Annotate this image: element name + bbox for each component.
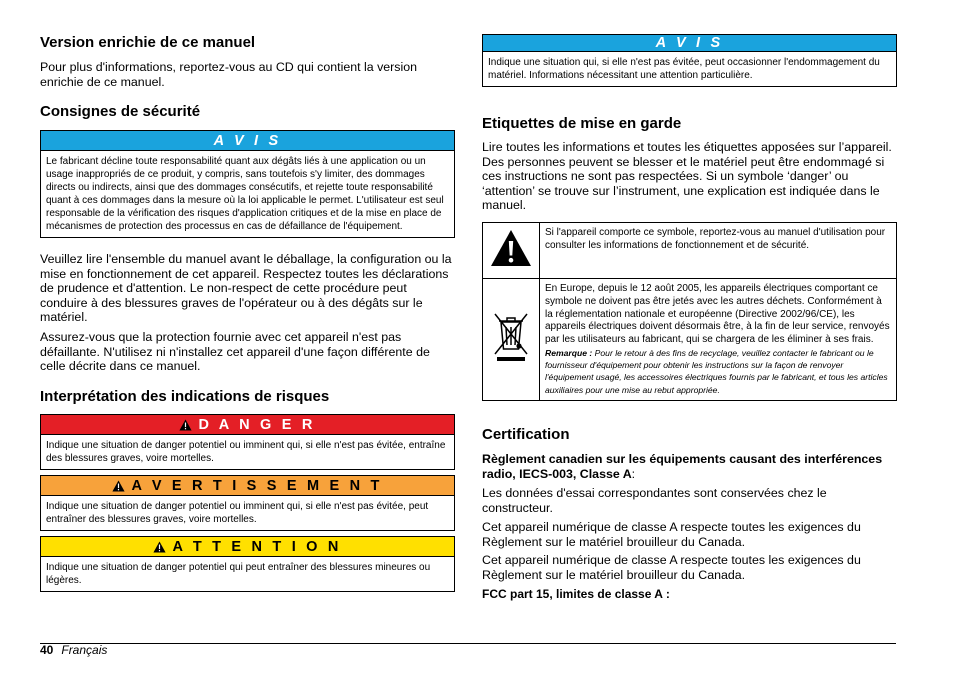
weee-note [545,347,891,396]
symbol-cell-weee [483,279,540,401]
avis-text-2: Indique une situation qui, si elle n'est pas évitée, peut occasionner l'endommagement du matériel. Informations nécessitant une attention particulière. [488,57,880,81]
heading-certification: Certification [482,426,570,443]
danger-notice [40,414,455,470]
warning-triangle-icon [112,480,125,492]
symbols-table [482,222,897,401]
symbol-text-warning: Si l'appareil comporte ce symbole, reportez-vous au manuel d'utilisation pour consulter les informations de fonctionnement et de sécurité. [540,223,897,279]
canada-regulation-bold: Règlement canadien sur les équipements causant des interférences radio, IECS-003, Classe A [482,452,883,481]
paragraph-version: Pour plus d'informations, reportez-vous au CD qui contient la version enrichie de ce manuel. [40,60,418,89]
heading-labels: Etiquettes de mise en garde [482,115,682,132]
crossed-out-bin-icon [489,309,533,365]
avertissement-label: A V E R T I S S E M E N T [131,477,383,494]
heading-safety: Consignes de sécurité [40,103,201,120]
avertissement-text: Indique une situation de danger potentiel ou imminent qui, si elle n'est pas évitée, peut entraîner des blessures graves, voire mortelles. [46,501,429,525]
avertissement-header [41,476,454,496]
footer-rule [40,643,896,644]
page-number: 40 [40,643,54,657]
page-footer [40,643,107,657]
note-text: Pour le retour à des fins de recyclage, veuillez contacter le fabricant ou le fournisseur d'équipement pour obtenir les instructions sur la façon de renvoyer l'équipement usagé, les accessoires électriques fournis par le fabricant, et tous les articles auxiliaires pour une mise au rebut appropriée. [545,347,888,395]
avis-label-2: A V I S [483,35,896,52]
paragraph-labels: Lire toutes les informations et toutes les étiquettes apposées sur l’appareil. Des personnes peuvent se blesser et le matériel peut être endommagé si ces instructions ne sont pas respectées. Si un symbole ‘danger’ ou ‘attention’ se trouve sur l’instrument, une explication est indiquée dans le manuel. [482,140,892,213]
danger-label: D A N G E R [198,416,316,433]
paragraph-fcc: FCC part 15, limites de classe A : [482,587,670,601]
attention-notice [40,536,455,592]
paragraph-test-data: Les données d'essai correspondantes sont conservées chez le constructeur. [482,486,827,515]
avis-label: A V I S [41,131,454,151]
danger-text: Indique une situation de danger potentiel ou imminent qui, si elle n'est pas évitée, entraîne des blessures graves, voire mortelles. [46,440,446,464]
symbol-row-warning [483,223,897,279]
danger-header [41,415,454,435]
canada-regulation-colon: : [631,466,636,481]
heading-risks: Interprétation des indications de risques [40,388,330,405]
symbol-row-weee [483,279,897,401]
warning-triangle-icon [179,419,192,431]
attention-text: Indique une situation de danger potentiel qui peut entraîner des blessures mineures ou légères. [46,562,431,586]
warning-triangle-icon [489,228,533,268]
avis-text: Le fabricant décline toute responsabilité quant aux dégâts liés à une application ou un usage inappropriés de ce produit, y compris, sans toutefois s'y limiter, des dommages directs ou indirects, ainsi que des dommages consécutifs, et rejette toute responsabilité quant à ces dommages dans la mesure où la loi applicable le permet. L'utilisateur est seul responsable de la vérification des risques d'application critiques et de la mise en place de mécanismes de protection des processus en cas de défaillance de l'équipement. [46,156,444,232]
attention-header [41,537,454,557]
weee-description: En Europe, depuis le 12 août 2005, les appareils électriques comportant ce symbole ne doivent pas être jetés avec les autres déchets. Conformément à la réglementation nationale et européenne (Directive 2002/96/CE), les appareils électriques doivent désormais être, à la fin de leur service, renvoyés par les utilisateurs au fabricant, qui se chargera de les éliminer à ses frais. [545,283,890,346]
warning-triangle-icon [153,541,166,553]
paragraph-class-a-2: Cet appareil numérique de classe A respecte toutes les exigences du Règlement sur le matériel brouilleur du Canada. [482,553,861,582]
heading-version: Version enrichie de ce manuel [40,34,256,51]
avis-notice-1 [40,130,455,238]
avis-notice-2 [482,34,897,87]
paragraph-canada-regulation [482,452,897,481]
symbol-cell-warning [483,223,540,279]
symbol-text-weee [540,279,897,401]
footer-language: Français [61,643,108,657]
note-label: Remarque : [545,347,593,358]
attention-label: A T T E N T I O N [172,538,342,555]
paragraph-read-manual: Veuillez lire l'ensemble du manuel avant le déballage, la configuration ou la mise en fonctionnement de cet appareil. Respectez toutes les déclarations de prudence et d'attention. Le non-respect de cette procédure peut conduire à des blessures graves de l'opérateur ou à des dégâts sur le matériel. [40,252,452,325]
paragraph-class-a-1: Cet appareil numérique de classe A respecte toutes les exigences du Règlement sur le matériel brouilleur du Canada. [482,520,861,549]
avertissement-notice [40,475,455,531]
paragraph-protection: Assurez-vous que la protection fournie avec cet appareil n'est pas défaillante. N'utilisez ni n'installez cet appareil d'une façon différente de celle décrite dans ce manuel. [40,330,430,374]
